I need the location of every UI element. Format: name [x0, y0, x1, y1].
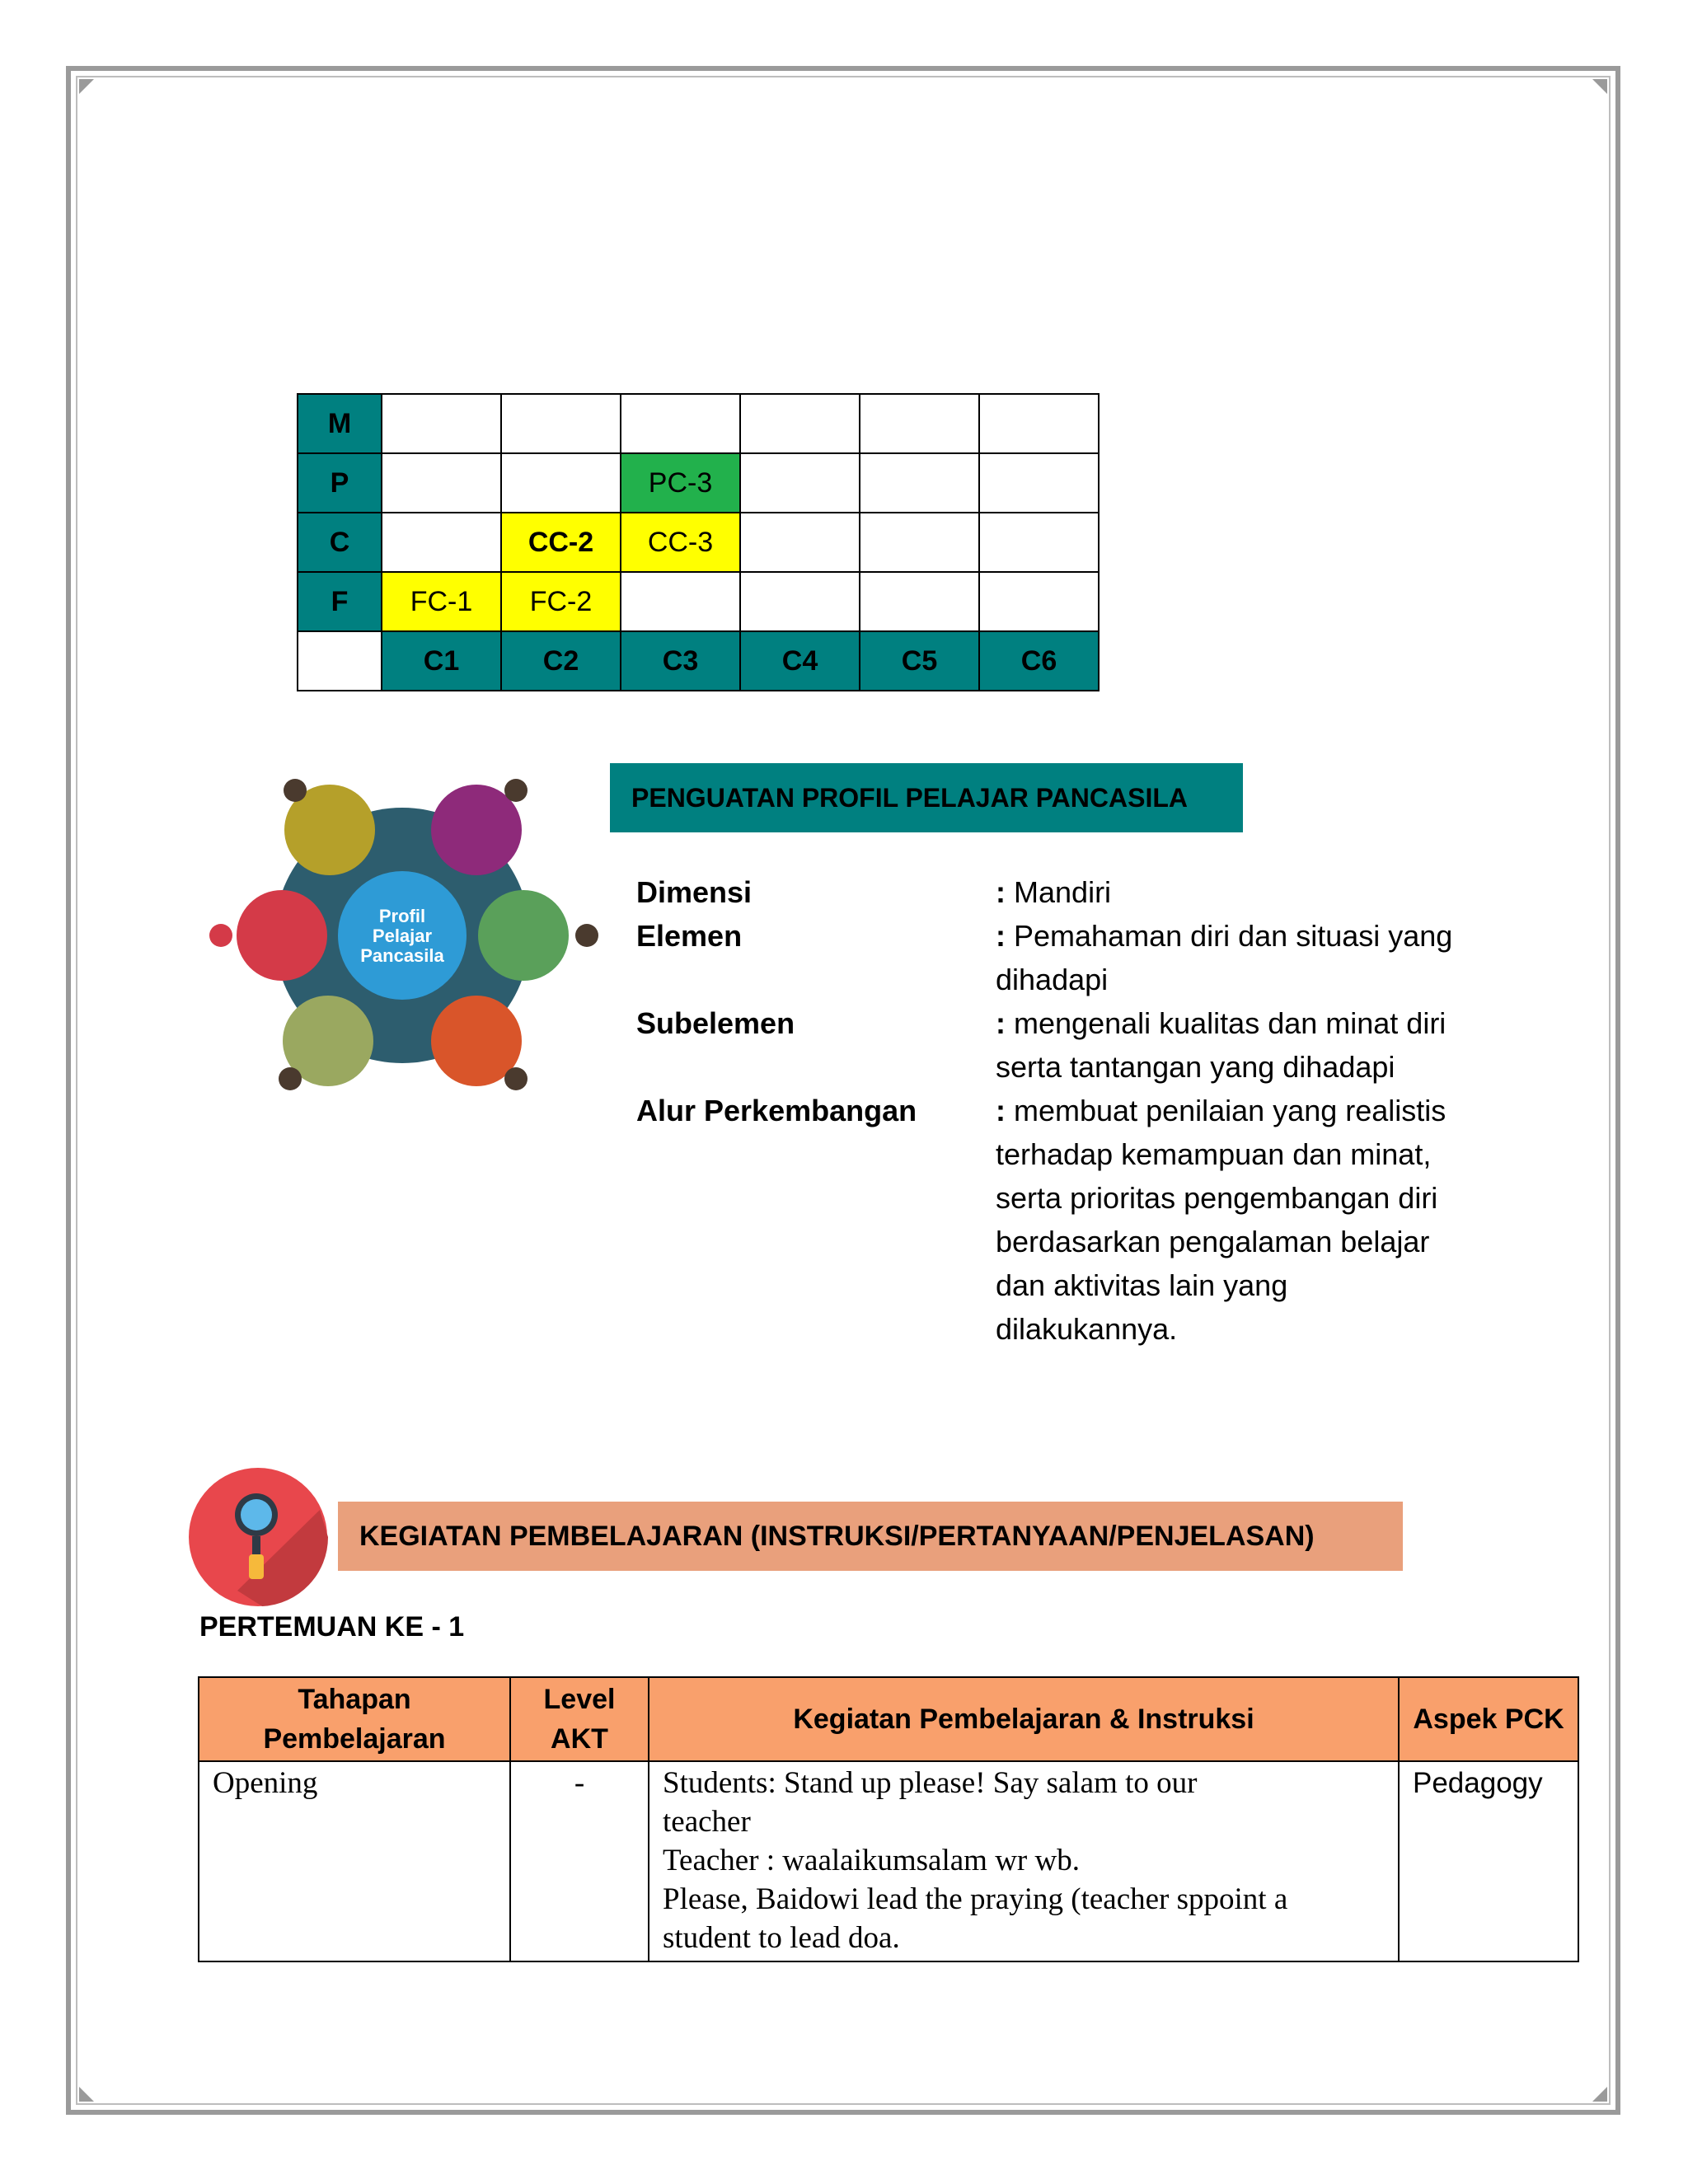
grid-row: [298, 453, 1099, 513]
value-line: serta prioritas pengembangan diri: [996, 1181, 1438, 1215]
icon-badge: [504, 1067, 528, 1090]
grid-cell-highlight: CC-2: [501, 513, 621, 572]
column-header: C1: [382, 631, 501, 691]
kegiatan-banner: KEGIATAN PEMBELAJARAN (INSTRUKSI/PERTANYAAN/PENJELASAN): [338, 1502, 1403, 1571]
grid-cell-highlight: FC-2: [501, 572, 621, 631]
icon-badge: [575, 924, 598, 947]
column-header: C6: [979, 631, 1099, 691]
separator: :: [996, 1094, 1006, 1127]
instruction-line: Please, Baidowi lead the praying (teacher sppoint a: [663, 1882, 1288, 1916]
value-line: berdasarkan pengalaman belajar: [996, 1225, 1430, 1258]
grid-cell: [501, 394, 621, 453]
grid-column-header-row: [298, 631, 1099, 691]
level-grid: [297, 393, 1100, 691]
kegiatan-cell: [649, 1761, 1399, 1961]
value-line: membuat penilaian yang realistis: [1014, 1094, 1447, 1127]
corner-ornament: [1592, 79, 1607, 94]
grid-cell-highlight: CC-3: [621, 513, 740, 572]
grid-cell-highlight: FC-1: [382, 572, 501, 631]
value-line: Pemahaman diri dan situasi yang: [1014, 919, 1453, 953]
bubble-red: [237, 890, 327, 981]
profile-value: [996, 914, 1474, 1001]
wheel-center-label: Profil: [378, 906, 426, 926]
level-cell: -: [510, 1761, 649, 1961]
activity-table: [198, 1676, 1579, 1962]
profile-key: Elemen: [636, 919, 743, 953]
profile-value: [996, 1089, 1474, 1351]
magnifier-icon: [188, 1467, 328, 1607]
grid-cell: [382, 394, 501, 453]
profile-row: [636, 1089, 1510, 1351]
separator: :: [996, 919, 1006, 953]
icon-badge: [504, 779, 528, 802]
profile-key: Alur Perkembangan: [636, 1094, 917, 1127]
instruction-line: student to lead doa.: [663, 1921, 900, 1955]
row-header: M: [298, 394, 382, 453]
grid-cell: [740, 453, 860, 513]
grid-cell: [501, 453, 621, 513]
grid-cell: [740, 572, 860, 631]
grid-cell: [860, 394, 979, 453]
wheel-center-label: Pelajar: [372, 926, 433, 946]
grid-cell: [860, 453, 979, 513]
value-line: terhadap kemampuan dan minat,: [996, 1137, 1432, 1171]
instruction-line: teacher: [663, 1805, 751, 1839]
grid-cell: [621, 394, 740, 453]
row-header: F: [298, 572, 382, 631]
instruction-line: Teacher : waalaikumsalam wr wb.: [663, 1844, 1080, 1877]
icon-badge: [284, 779, 307, 802]
column-header: C2: [501, 631, 621, 691]
meeting-title: PERTEMUAN KE - 1: [199, 1611, 465, 1643]
grid-cell-highlight: PC-3: [621, 453, 740, 513]
tahapan-cell: Opening: [199, 1761, 510, 1961]
separator: :: [996, 875, 1006, 909]
value-line: dan aktivitas lain yang: [996, 1268, 1288, 1302]
icon-badge: [209, 924, 232, 947]
value-line: Mandiri: [1014, 875, 1112, 909]
table-row: [199, 1761, 1578, 1961]
grid-corner: [298, 631, 382, 691]
bubble-green: [478, 890, 569, 981]
row-header: C: [298, 513, 382, 572]
column-header: Tahapan Pembelajaran: [199, 1677, 510, 1761]
aspek-cell: Pedagogy: [1399, 1761, 1578, 1961]
profile-value: [996, 1001, 1474, 1089]
column-header: C4: [740, 631, 860, 691]
grid-cell: [860, 513, 979, 572]
grid-cell: [979, 513, 1099, 572]
profile-details: [636, 870, 1510, 1351]
profile-row: [636, 870, 1510, 914]
row-header: P: [298, 453, 382, 513]
profil-pelajar-pancasila-diagram: [198, 771, 610, 1100]
value-line: dihadapi: [996, 963, 1109, 996]
icon-badge: [279, 1067, 302, 1090]
grid-row: [298, 513, 1099, 572]
column-header: Level AKT: [510, 1677, 649, 1761]
corner-ornament: [79, 2087, 94, 2102]
grid-cell: [621, 572, 740, 631]
profile-value: [996, 870, 1474, 914]
value-line: serta tantangan yang dihadapi: [996, 1050, 1395, 1084]
profile-row: [636, 914, 1510, 1001]
value-line: mengenali kualitas dan minat diri: [1014, 1006, 1447, 1040]
profile-key: Dimensi: [636, 875, 753, 909]
column-header: Kegiatan Pembelajaran & Instruksi: [649, 1677, 1399, 1761]
separator: :: [996, 1006, 1006, 1040]
grid-cell: [740, 394, 860, 453]
corner-ornament: [79, 79, 94, 94]
table-header-row: [199, 1677, 1578, 1761]
instruction-line: Students: Stand up please! Say salam to our: [663, 1766, 1198, 1800]
grid-cell: [382, 453, 501, 513]
grid-row: [298, 394, 1099, 453]
column-header: C5: [860, 631, 979, 691]
grid-cell: [740, 513, 860, 572]
value-line: dilakukannya.: [996, 1312, 1178, 1346]
corner-ornament: [1592, 2087, 1607, 2102]
grid-cell: [979, 572, 1099, 631]
profile-key: Subelemen: [636, 1006, 795, 1040]
wheel-center-label: Pancasila: [360, 945, 444, 966]
grid-row: [298, 572, 1099, 631]
grid-cell: [382, 513, 501, 572]
grid-cell: [860, 572, 979, 631]
column-header: Aspek PCK: [1399, 1677, 1578, 1761]
grid-cell: [979, 394, 1099, 453]
profile-banner: PENGUATAN PROFIL PELAJAR PANCASILA: [610, 763, 1243, 832]
profile-row: [636, 1001, 1510, 1089]
column-header: C3: [621, 631, 740, 691]
grid-cell: [979, 453, 1099, 513]
